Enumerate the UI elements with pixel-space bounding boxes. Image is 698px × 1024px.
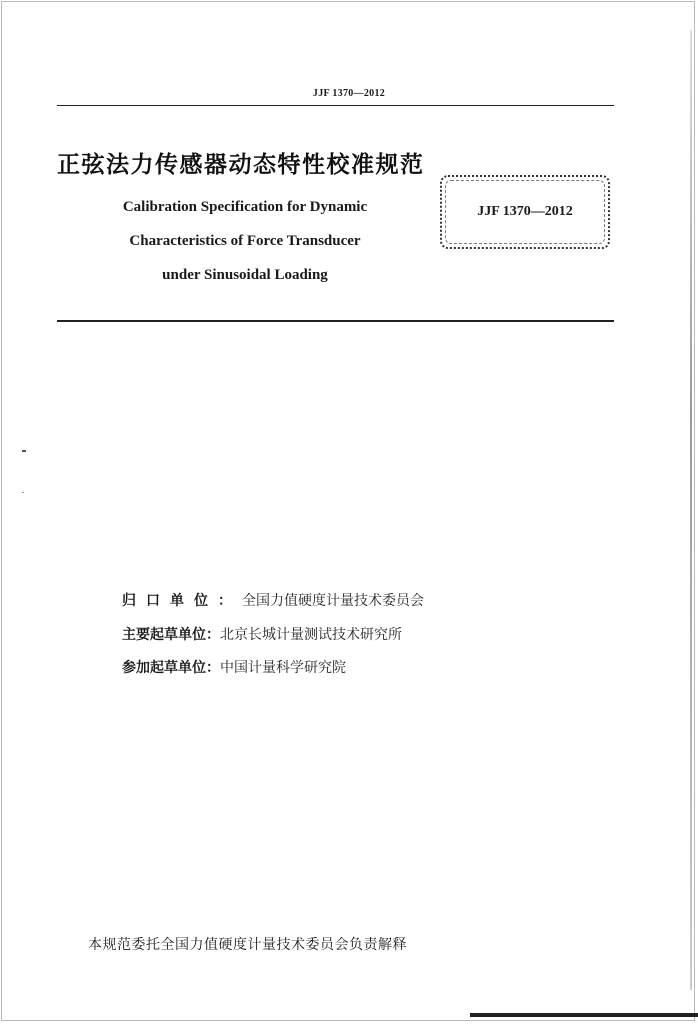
org-value: 北京长城计量测试技术研究所: [220, 627, 402, 643]
english-title: [100, 190, 390, 292]
chinese-title: 正弦法力传感器动态特性校准规范: [57, 152, 425, 178]
scan-speck: [22, 450, 26, 452]
org-label: 归口单位：: [122, 593, 242, 609]
org-label: 参加起草单位：: [122, 660, 220, 676]
interpretation-note: 本规范委托全国力值硬度计量技术委员会负责解释: [88, 937, 407, 953]
org-row-participating-drafter: [122, 657, 346, 681]
org-label: 主要起草单位：: [122, 627, 220, 643]
org-value: 中国计量科学研究院: [220, 660, 346, 676]
standard-number: JJF 1370—2012: [477, 204, 573, 219]
title-section-rule: [57, 320, 614, 322]
org-value: 全国力值硬度计量技术委员会: [242, 593, 424, 609]
english-title-line-1: Calibration Specification for Dynamic: [122, 199, 368, 215]
scan-edge-shadow: [690, 30, 692, 990]
header-standard-code: JJF 1370—2012: [312, 88, 386, 99]
header-rule: [57, 105, 614, 106]
standard-number-box: [440, 175, 610, 249]
org-row-responsible: [122, 590, 424, 614]
english-title-line-2: Characteristics of Force Transducer: [129, 233, 361, 249]
scan-bottom-bar: [470, 1013, 698, 1017]
org-row-main-drafter: [122, 624, 402, 648]
scan-speck: [22, 492, 24, 493]
english-title-line-3: under Sinusoidal Loading: [162, 267, 328, 283]
